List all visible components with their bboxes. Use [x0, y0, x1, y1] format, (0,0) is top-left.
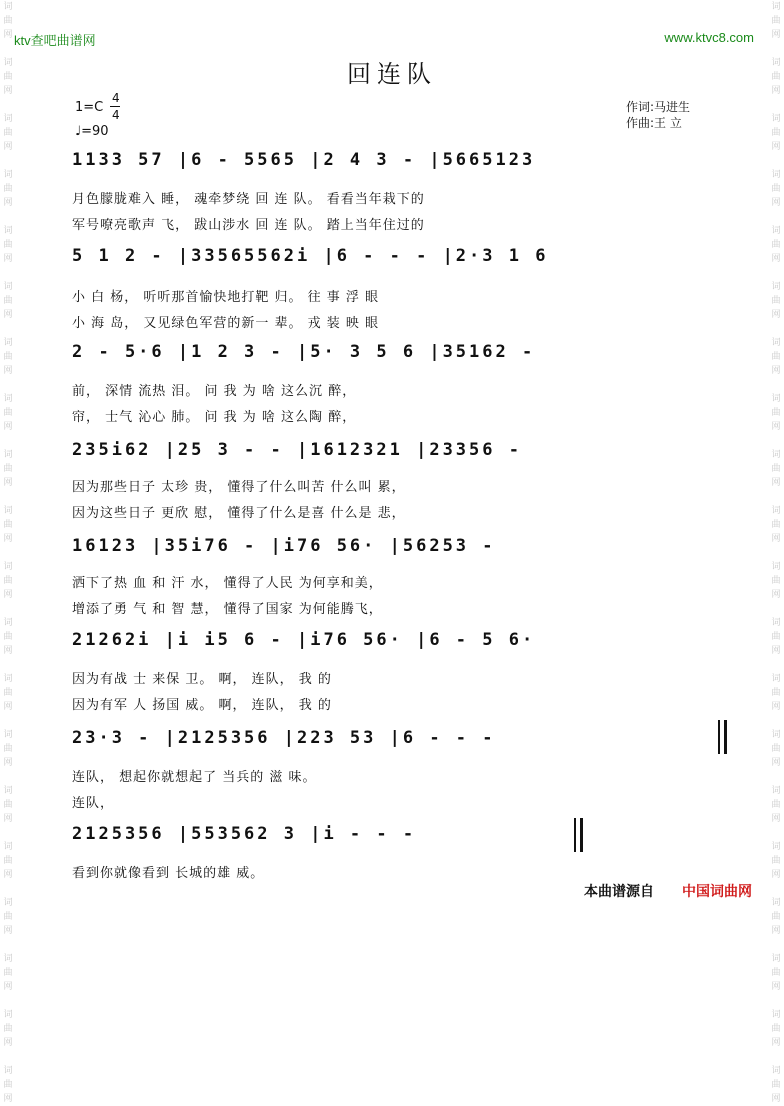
time-signature-divider: [110, 106, 120, 107]
key-signature: 1=C: [75, 100, 104, 115]
lyric-row-7-verse-1: 连队， 想起你就想起了 当兵的 滋 味。: [72, 770, 317, 785]
lyric-row-6-verse-2: 因为有军 人 扬国 威。 啊， 连队， 我 的: [72, 698, 332, 713]
notation-row-6: 21262i |i i5 6 - |i76 56· |6 - 5 6·: [72, 630, 536, 650]
footer-site-link[interactable]: 中国词曲网: [682, 884, 752, 900]
lyricist: 作词:马进生: [626, 100, 691, 114]
final-bar-thick: [580, 818, 583, 852]
footer-source-label: 本曲谱源自: [584, 884, 654, 900]
notation-row-1: 1133 57 |6 - 5565 |2 4 3 - |5665123: [72, 150, 536, 170]
repeat-bar-thin: [718, 720, 720, 754]
notation-row-7: 23·3 - |2125356 |223 53 |6 - - -: [72, 728, 496, 748]
lyric-row-3-verse-1: 前， 深情 流热 泪。 问 我 为 啥 这么沉 醉，: [72, 384, 357, 399]
lyric-row-2-verse-2: 小 海 岛， 又见绿色军营的新一 辈。 戎 装 映 眼: [72, 316, 380, 331]
notation-row-4: 235i62 |25 3 - - |1612321 |23356 -: [72, 440, 522, 460]
right-watermark-strip: 词 曲 网 词 曲 网 词 曲 网 词 曲 网 词 曲 网 词 曲 网 词 曲 网 词 曲 网 词 曲 网 词 曲 网 词 曲 网 词 曲 网 词 曲 网 词 曲 网 词 曲 网 词 曲 网 词 曲 网 词 曲 网 词 曲 网 词 曲 网: [771, 2, 781, 1104]
lyric-row-8-verse-1: 看到你就像看到 长城的雄 威。: [72, 866, 265, 881]
lyric-row-4-verse-1: 因为那些日子 太珍 贵， 懂得了什么叫苦 什么叫 累，: [72, 480, 406, 495]
left-watermark-strip: 词 曲 网 词 曲 网 词 曲 网 词 曲 网 词 曲 网 词 曲 网 词 曲 网 词 曲 网 词 曲 网 词 曲 网 词 曲 网 词 曲 网 词 曲 网 词 曲 网 词 曲 网 词 曲 网 词 曲 网 词 曲 网 词 曲 网 词 曲 网: [3, 2, 13, 1104]
lyric-row-6-verse-1: 因为有战 士 来保 卫。 啊， 连队， 我 的: [72, 672, 332, 687]
lyric-row-7-verse-2: 连队，: [72, 796, 115, 811]
song-title: 回连队: [347, 60, 437, 88]
notation-row-2: 5 1 2 - |33565562i |6 - - - |2·3 1 6: [72, 246, 549, 266]
time-signature-bottom: 4: [112, 108, 120, 122]
composer: 作曲:王 立: [626, 116, 682, 130]
time-signature-top: 4: [112, 91, 120, 105]
lyric-row-1-verse-2: 军号嘹亮歌声 飞， 跋山涉水 回 连 队。 踏上当年住过的: [72, 218, 425, 233]
repeat-bar-thick: [724, 720, 727, 754]
tempo-marking: ♩=90: [75, 124, 109, 139]
notation-row-5: 16123 |35i76 - |i76 56· |56253 -: [72, 536, 496, 556]
lyric-row-5-verse-1: 洒下了热 血 和 汗 水， 懂得了人民 为何享和美，: [72, 576, 383, 591]
source-site-right[interactable]: www.ktvc8.com: [664, 30, 754, 45]
lyric-row-2-verse-1: 小 白 杨， 听听那首愉快地打靶 归。 往 事 浮 眼: [72, 290, 380, 305]
notation-row-8: 2125356 |553562 3 |i - - -: [72, 824, 417, 844]
lyric-row-5-verse-2: 增添了勇 气 和 智 慧， 懂得了国家 为何能腾飞，: [72, 602, 383, 617]
notation-row-3: 2 - 5·6 |1 2 3 - |5· 3 5 6 |35162 -: [72, 342, 536, 362]
final-bar-thin: [574, 818, 576, 852]
lyric-row-1-verse-1: 月色朦胧难入 睡， 魂牵梦绕 回 连 队。 看看当年栽下的: [72, 192, 425, 207]
lyric-row-3-verse-2: 帘， 士气 沁心 肺。 问 我 为 啥 这么陶 醉，: [72, 410, 357, 425]
lyric-row-4-verse-2: 因为这些日子 更欣 慰， 懂得了什么是喜 什么是 悲，: [72, 506, 406, 521]
source-site-left[interactable]: ktv查吧曲谱网: [14, 33, 96, 48]
